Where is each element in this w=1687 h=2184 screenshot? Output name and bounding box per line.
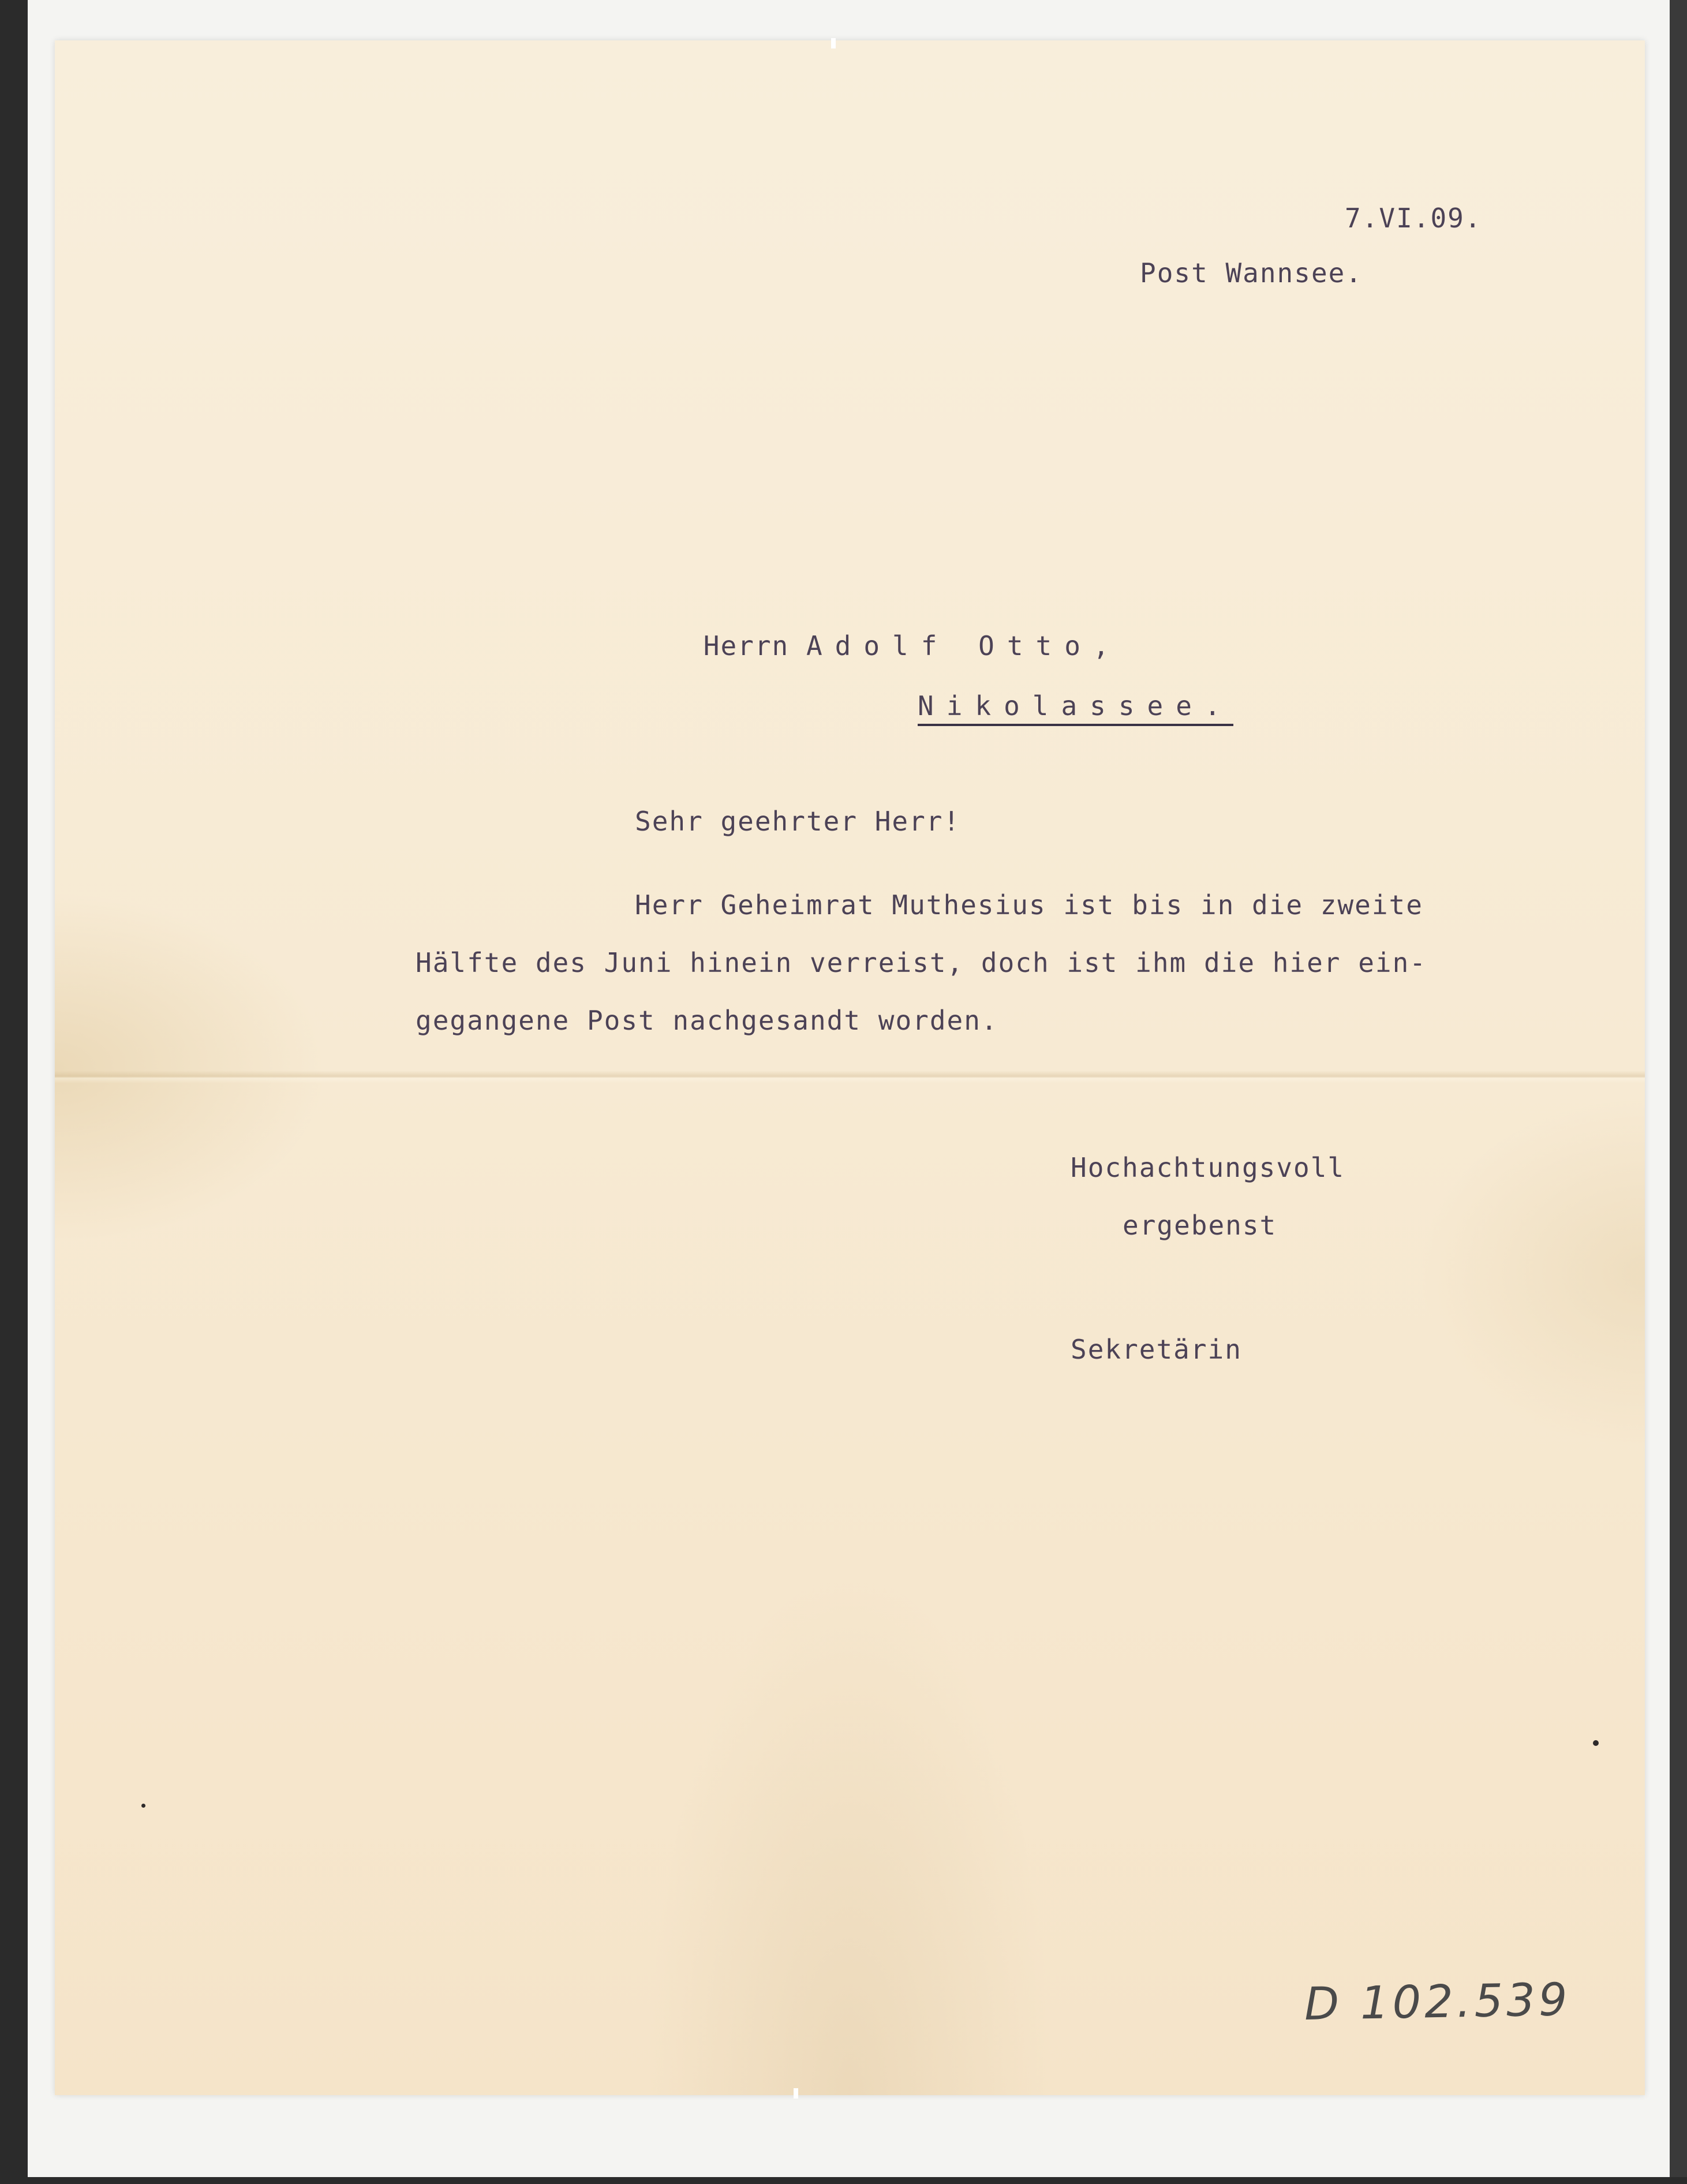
scan-frame-left [0, 0, 28, 2184]
recipient-location: Nikolassee. [918, 693, 1233, 726]
paper-tear-top [831, 38, 836, 48]
paper-speck [141, 1804, 145, 1808]
body-line-2: Hälfte des Juni hinein verreist, doch ist ihm die hier ein- [416, 947, 1427, 978]
letter-date: 7.VI.09. [1345, 203, 1482, 234]
body-line-1: Herr Geheimrat Muthesius ist bis in die zweite [635, 889, 1423, 921]
signature-title: Sekretärin [1071, 1334, 1242, 1365]
scan-frame-bottom [0, 2177, 1687, 2184]
recipient-prefix: Herrn [703, 630, 790, 661]
letter-sheet [55, 40, 1645, 2095]
archive-number: D 102.539 [1304, 1973, 1572, 2031]
closing-hochachtungsvoll: Hochachtungsvoll [1071, 1152, 1345, 1183]
recipient-name: Adolf Otto, [806, 630, 1122, 661]
recipient-line [635, 606, 1122, 686]
paper-tear-bottom [794, 2088, 798, 2099]
closing-ergebenst: ergebenst [1123, 1210, 1277, 1241]
fold-line [55, 1071, 1645, 1083]
paper-speck [1593, 1740, 1599, 1746]
body-line-3: gegangene Post nachgesandt worden. [416, 1005, 998, 1036]
scan-frame-right [1670, 0, 1687, 2184]
salutation: Sehr geehrter Herr! [635, 806, 961, 837]
letter-place: Post Wannsee. [1140, 257, 1363, 289]
